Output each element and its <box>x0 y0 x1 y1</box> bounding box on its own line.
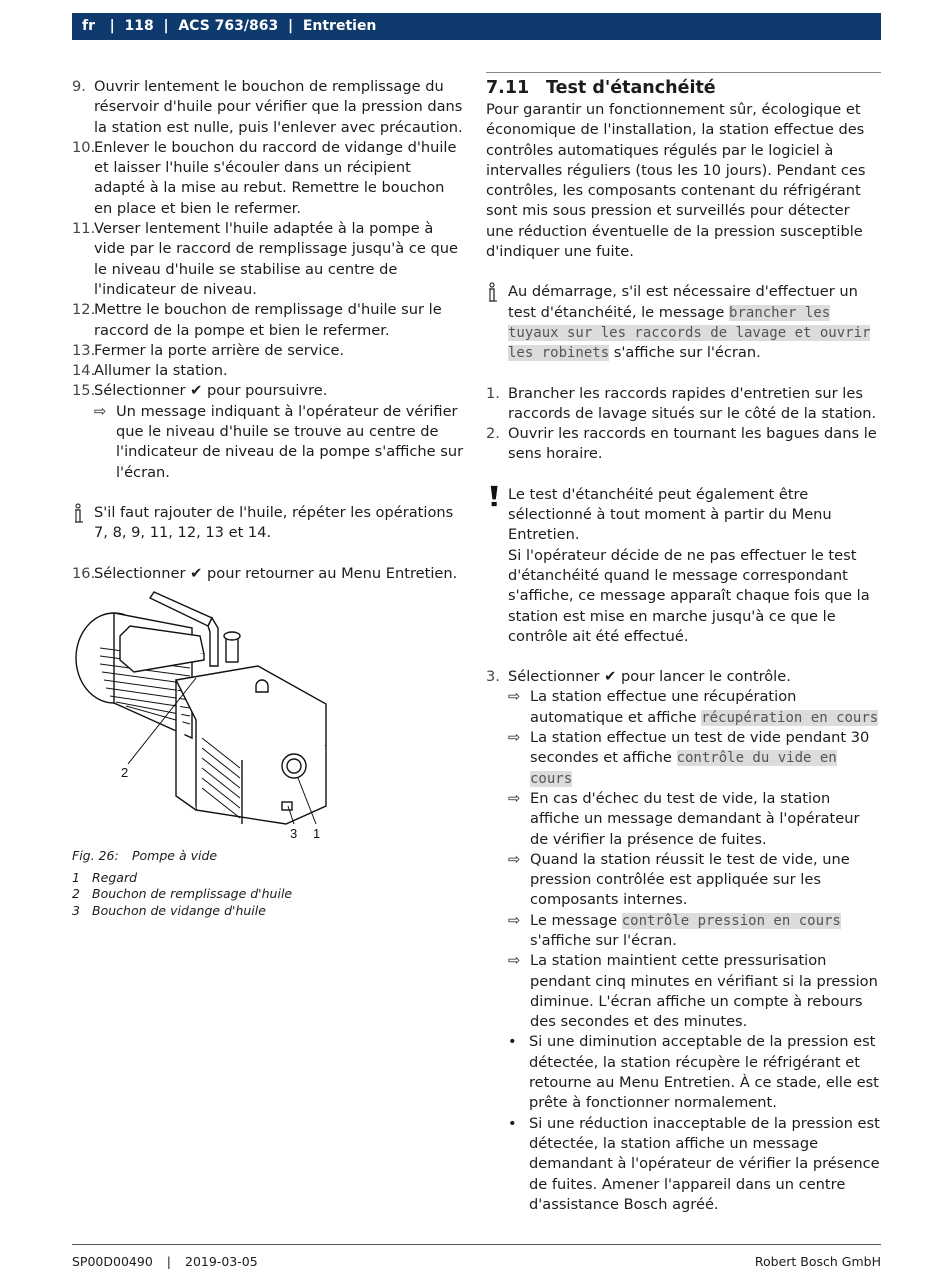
bullet-item: • Si une réduction inacceptable de la pression est détectée, la station affiche un message demandant à l'opérateur de vérifier la présence de fuites. Amener l'appareil dans un centre d'assistance Bosch agréé. <box>508 1114 880 1213</box>
section-intro: Pour garantir un fonctionnement sûr, écologique et économique de l'installation, la station effectue des contrôles automatiques régulés par le logiciel à intervalles réguliers (tous les 10 jours). Pendant ces contrôles, les composants contenant du réfrigérant sont mis sous pression et surveillés pour détecter une réduction éventuelle de la pression susceptible d'indiquer une fuite. <box>486 101 866 261</box>
step-3-result: ⇨ En cas d'échec du test de vide, la station affiche un message demandant à l'opérateur de vérifier la présence de fuites. <box>508 789 860 848</box>
screen-message: contrôle pression en cours <box>621 912 841 929</box>
step-3-result: ⇨ La station effectue une récupération automatique et affiche récupération en cours <box>508 688 879 726</box>
step-2: 2. Ouvrir les raccords en tournant les bagues dans le sens horaire. <box>486 425 877 463</box>
left-column <box>72 77 466 584</box>
callout-3: 3 <box>290 826 298 841</box>
warning-note: Le test d'étanchéité peut également être sélectionné à tout moment à partir du Menu Entretien. Si l'opérateur décide de ne pas effectuer le test d'étanchéité quand le message correspondant s'affiche, ce message apparaît chaque fois que la station est mise en marche jusqu'à ce que le contrôle ait été effectué. <box>486 485 881 647</box>
step-3-result: ⇨ La station maintient cette pressurisation pendant cinq minutes en vérifiant si la pression diminue. L'écran affiche un compte à rebours des secondes et des minutes. <box>508 952 878 1031</box>
screen-message: brancher les tuyaux sur les raccords de lavage et ouvrir les robinets <box>508 304 871 362</box>
step-15-result: ⇨ Un message indiquant à l'opérateur de vérifier que le niveau d'huile se trouve au centre de l'indicateur de niveau de la pompe s'affiche sur l'écran. <box>94 402 464 481</box>
vacuum-pump-figure <box>72 588 342 843</box>
header-lang: fr <box>82 18 95 35</box>
step-3-result: ⇨ Le message contrôle pression en cours s'affiche sur l'écran. <box>508 911 841 949</box>
step-15: 15. Sélectionner ✔ pour poursuivre. <box>72 382 328 400</box>
step-10: 10. Enlever le bouchon du raccord de vidange d'huile et laisser l'huile s'écouler dans un récipient adapté à la mise au rebut. Remettre le bouchon en place et bien le refermer. <box>72 138 457 217</box>
bullet-icon: • <box>508 1033 517 1051</box>
caption-item: 1 Regard <box>72 869 138 885</box>
footer-rule <box>72 1244 881 1245</box>
header-page: 118 <box>124 18 154 35</box>
info-icon <box>486 282 504 304</box>
screen-message: contrôle du vide en cours <box>530 750 837 787</box>
result-arrow-icon: ⇨ <box>508 850 521 868</box>
footer-doc-id: SP00D00490 <box>72 1254 153 1269</box>
bullet-icon: • <box>508 1114 517 1132</box>
exclamation-icon <box>486 485 504 507</box>
callout-2: 2 <box>121 765 129 780</box>
result-arrow-icon: ⇨ <box>508 688 521 706</box>
step-1: 1. Brancher les raccords rapides d'entretien sur les raccords de lavage situés sur le côté de la station. <box>486 384 877 422</box>
step-14: 14. Allumer la station. <box>72 362 228 380</box>
check-icon: ✔ <box>190 382 203 400</box>
info-icon <box>72 503 90 525</box>
section-heading: 7.11 Test d'étanchéité <box>486 78 716 98</box>
step-11: 11. Verser lentement l'huile adaptée à la pompe à vide par le raccord de remplissage jusqu'à ce que le niveau d'huile se stabilise au centre de l'indicateur de niveau. <box>72 220 458 298</box>
callout-1: 1 <box>313 826 321 841</box>
step-3-result: ⇨ La station effectue un test de vide pendant 30 secondes et affiche contrôle du vide en cours <box>508 729 870 787</box>
caption-item: 3 Bouchon de vidange d'huile <box>72 902 266 918</box>
footer-company: Robert Bosch GmbH <box>754 1254 881 1269</box>
result-arrow-icon: ⇨ <box>508 729 521 747</box>
screen-message: récupération en cours <box>701 709 879 726</box>
info-note-right: Au démarrage, s'il est nécessaire d'effectuer un test d'étanchéité, le message brancher les tuyaux sur les raccords de lavage et ouvrir les robinets s'affiche sur l'écran. <box>486 282 881 363</box>
page-header: fr | 118 | ACS 763/863 | Entretien <box>72 13 881 40</box>
bullet-item: • Si une diminution acceptable de la pression est détectée, la station récupère le réfrigérant et retourne au Menu Entretien. À ce stade, elle est prête à fonctionner normalement. <box>508 1033 879 1112</box>
caption-item: 2 Bouchon de remplissage d'huile <box>72 886 293 901</box>
result-arrow-icon: ⇨ <box>508 911 521 929</box>
step-12: 12. Mettre le bouchon de remplissage d'huile sur le raccord de la pompe et bien le refermer. <box>72 301 442 339</box>
step-13: 13. Fermer la porte arrière de service. <box>72 341 345 359</box>
header-chapter: Entretien <box>302 18 377 35</box>
step-16: 16. Sélectionner ✔ pour retourner au Menu Entretien. <box>72 564 458 582</box>
check-icon: ✔ <box>190 564 203 582</box>
step-3-result: ⇨ Quand la station réussit le test de vide, une pression contrôlée est appliquée sur les composants internes. <box>508 850 850 909</box>
check-icon: ✔ <box>604 668 617 686</box>
result-arrow-icon: ⇨ <box>508 789 521 807</box>
figure-caption: Fig. 26: Pompe à vide 1 Regard 2 Bouchon de remplissage d'huile 3 Bouchon de vidange d'huile <box>72 848 466 919</box>
right-column <box>486 72 881 1215</box>
page-footer: SP00D00490 | 2019-03-05 Robert Bosch GmbH <box>72 1252 881 1272</box>
step-3: 3. Sélectionner ✔ pour lancer le contrôle. <box>486 668 791 686</box>
footer-date: 2019-03-05 <box>185 1254 258 1269</box>
result-arrow-icon: ⇨ <box>94 402 107 420</box>
step-9: 9. Ouvrir lentement le bouchon de remplissage du réservoir d'huile pour vérifier que la pression dans la station est nulle, puis l'enlever avec précaution. <box>72 78 463 136</box>
info-note-left: S'il faut rajouter de l'huile, répéter les opérations 7, 8, 9, 11, 12, 13 et 14. <box>72 503 466 544</box>
result-arrow-icon: ⇨ <box>508 952 521 970</box>
header-product: ACS 763/863 <box>178 18 279 35</box>
